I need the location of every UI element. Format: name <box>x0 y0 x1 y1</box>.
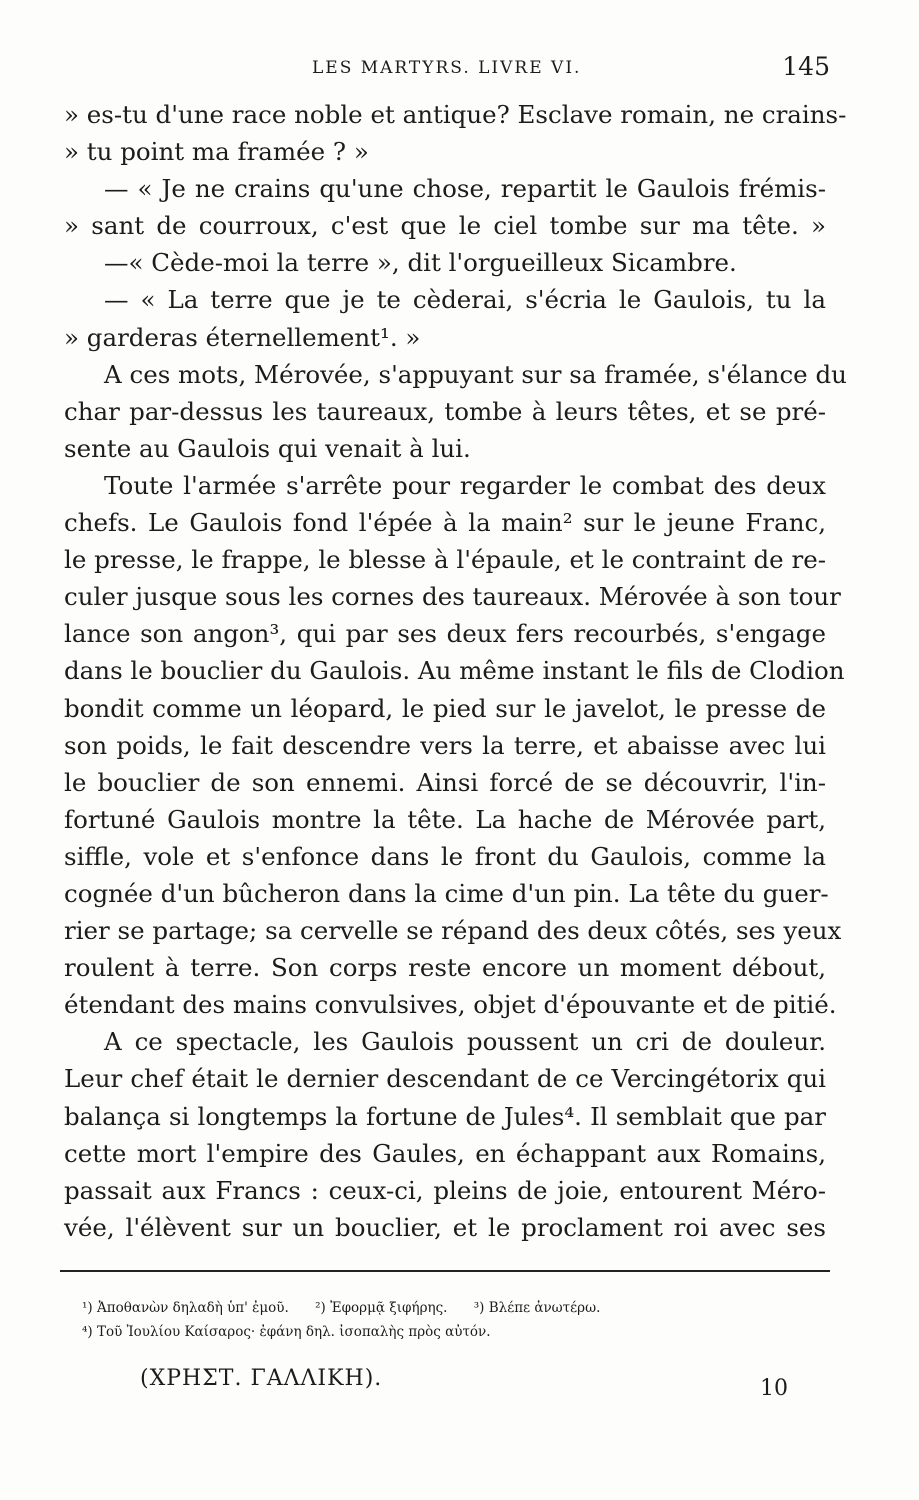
text-line: » es-tu d'une race noble et antique? Esclave romain, ne crains- <box>64 100 847 129</box>
signature-mark: (ΧΡΗΣΤ. ΓΑΛΛΙΚΗ). <box>140 1366 383 1391</box>
footnote-line <box>82 1320 802 1344</box>
text-line: —« Cède-moi la terre », dit l'orgueilleux Sicambre. <box>104 248 737 278</box>
text-line: cette mort l'empire des Gaules, en échappant aux Romains, <box>64 1138 826 1168</box>
footnote-line <box>82 1296 802 1320</box>
text-line: culer jusque sous les cornes des taureaux. Mérovée à son tour <box>64 582 841 612</box>
text-line: A ce spectacle, les Gaulois poussent un cri de douleur. <box>104 1027 826 1057</box>
text-line: sente au Gaulois qui venait à lui. <box>64 433 471 463</box>
footnote-1: ¹) Ἀποθανὼν δηλαδὴ ὑπ' ἐμοῦ. <box>82 1300 289 1316</box>
text-line: chefs. Le Gaulois fond l'épée à la main² sur le jeune Franc, <box>64 508 826 538</box>
signature-number: 10 <box>760 1376 788 1401</box>
text-line: cognée d'un bûcheron dans la cime d'un pin. La tête du guer- <box>64 878 829 908</box>
text-line: A ces mots, Mérovée, s'appuyant sur sa framée, s'élance du <box>104 359 847 389</box>
text-line: passait aux Francs : ceux-ci, pleins de joie, entourent Méro- <box>64 1175 826 1205</box>
page-number: 145 <box>782 52 830 81</box>
running-title: LES MARTYRS. LIVRE VI. <box>312 58 582 78</box>
text-line: — « Je ne crains qu'une chose, repartit le Gaulois frémis- <box>104 174 826 204</box>
text-line: » sant de courroux, c'est que le ciel tombe sur ma tête. » <box>64 211 826 241</box>
footnote-2: ²) Ἐφορμᾷ ξιφήρης. <box>315 1300 448 1316</box>
text-line: le presse, le frappe, le blesse à l'épaule, et le contraint de re- <box>64 545 826 575</box>
text-line: fortuné Gaulois montre la tête. La hache de Mérovée part, <box>64 804 826 834</box>
text-line: char par-dessus les taureaux, tombe à leurs têtes, et se pré- <box>64 396 826 426</box>
text-line: balança si longtemps la fortune de Jules⁴. Il semblait que par <box>64 1101 826 1131</box>
text-line: le bouclier de son ennemi. Ainsi forcé de se découvrir, l'in- <box>64 767 826 797</box>
text-line: Leur chef était le dernier descendant de ce Vercingétorix qui <box>64 1064 826 1094</box>
body-text <box>64 96 847 1246</box>
text-line: bondit comme un léopard, le pied sur le javelot, le presse de <box>64 693 826 723</box>
text-line: étendant des mains convulsives, objet d'épouvante et de pitié. <box>64 990 837 1020</box>
text-line: dans le bouclier du Gaulois. Au même instant le fils de Clodion <box>64 656 845 686</box>
footnote-3: ³) Βλέπε ἀνωτέρω. <box>473 1300 601 1316</box>
text-line: vée, l'élèvent sur un bouclier, et le proclament roi avec ses <box>64 1212 826 1242</box>
footnote-4: ⁴) Τοῦ Ἰουλίου Καίσαρος· ἐφάνη δηλ. ἰσοπαλὴς πρὸς αὐτόν. <box>82 1324 491 1340</box>
text-line: siffle, vole et s'enfonce dans le front du Gaulois, comme la <box>64 841 826 871</box>
text-line: Toute l'armée s'arrête pour regarder le combat des deux <box>104 470 826 500</box>
text-line: » tu point ma framée ? » <box>64 137 369 167</box>
footnote-rule <box>60 1270 830 1272</box>
text-line: rier se partage; sa cervelle se répand des deux côtés, ses yeux <box>64 916 842 946</box>
text-line: roulent à terre. Son corps reste encore un moment débout, <box>64 953 826 983</box>
text-line: » garderas éternellement¹. » <box>64 322 421 352</box>
footnotes <box>82 1296 802 1344</box>
text-line: — « La terre que je te cèderai, s'écria le Gaulois, tu la <box>104 285 826 315</box>
text-line: lance son angon³, qui par ses deux fers recourbés, s'engage <box>64 619 826 649</box>
text-line: son poids, le fait descendre vers la terre, et abaisse avec lui <box>64 730 826 760</box>
page-header <box>60 52 830 88</box>
